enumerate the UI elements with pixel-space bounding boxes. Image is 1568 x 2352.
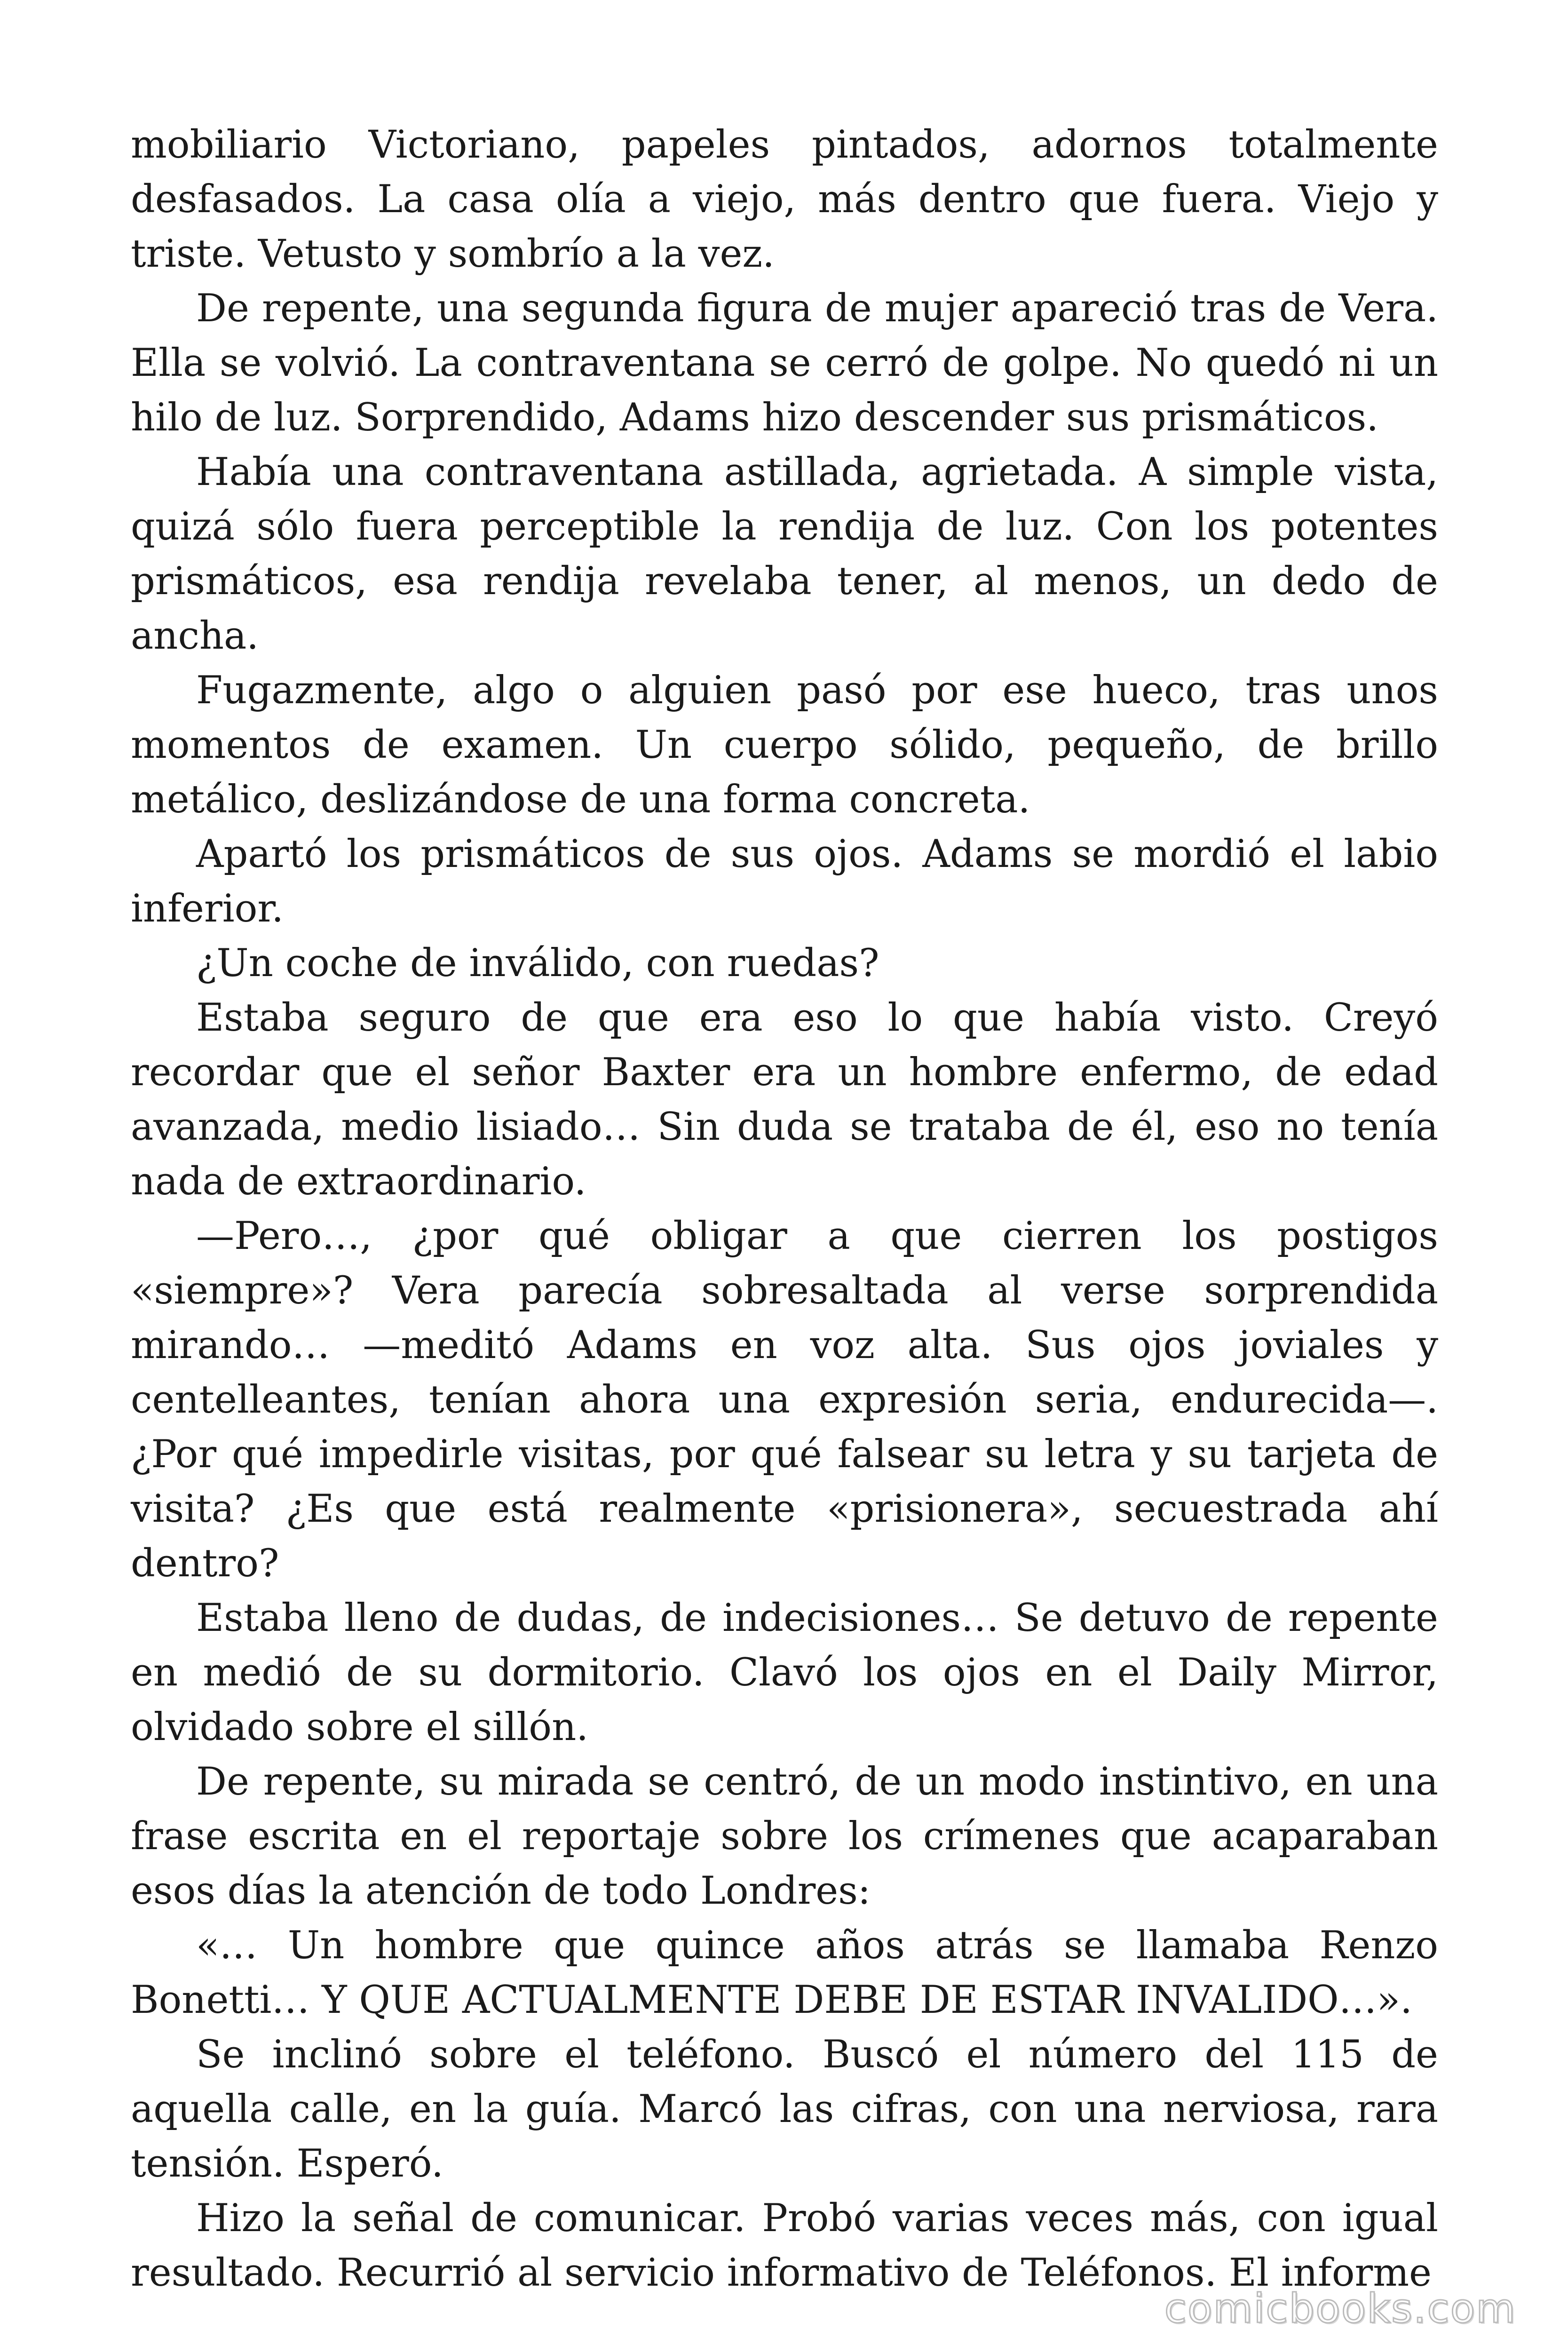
- paragraph: Estaba seguro de que era eso lo que había visto. Creyó recordar que el señor Baxter era un hombre enfermo, de edad avanzada, medio lisiado… Sin duda se trataba de él, eso no tenía nada de extraordinario.: [131, 996, 1438, 1204]
- paragraph: Hizo la señal de comunicar. Probó varias veces más, con igual resultado. Recurrió al servicio informativo de Teléfonos. El informe: [131, 2196, 1438, 2295]
- body-text: [131, 118, 1438, 2300]
- paragraph: Había una contraventana astillada, agrietada. A simple vista, quizá sólo fuera perceptible la rendija de luz. Con los potentes prismáticos, esa rendija revelaba tener, al menos, un dedo de ancha.: [131, 450, 1438, 658]
- paragraph: Fugazmente, algo o alguien pasó por ese hueco, tras unos momentos de examen. Un cuerpo sólido, pequeño, de brillo metálico, deslizándose de una forma concreta.: [131, 668, 1438, 822]
- paragraph: —Pero…, ¿por qué obligar a que cierren los postigos «siempre»? Vera parecía sobresaltada al verse sorprendida mirando… —meditó Adams en voz alta. Sus ojos joviales y centelleantes, tenían ahora una expresión seria, endurecida—. ¿Por qué impedirle visitas, por qué falsear su letra y su tarjeta de visita? ¿Es que está realmente «prisionera», secuestrada ahí dentro?: [131, 1214, 1438, 1586]
- paragraph-quote: «… Un hombre que quince años atrás se llamaba Renzo Bonetti… Y QUE ACTUALMENTE DEBE DE ESTAR INVALIDO…».: [131, 1923, 1438, 2022]
- paragraph-continued: mobiliario Victoriano, papeles pintados, adornos totalmente desfasados. La casa olía a viejo, más dentro que fuera. Viejo y triste. Vetusto y sombrío a la vez.: [131, 123, 1438, 276]
- paragraph: ¿Un coche de inválido, con ruedas?: [196, 941, 879, 985]
- paragraph: Se inclinó sobre el teléfono. Buscó el número del 115 de aquella calle, en la guía. Marcó las cifras, con una nerviosa, rara tensión. Esperó.: [131, 2033, 1438, 2186]
- paragraph: Estaba lleno de dudas, de indecisiones… Se detuvo de repente en medió de su dormitorio. Clavó los ojos en el Daily Mirror, olvidado sobre el sillón.: [131, 1596, 1438, 1749]
- paragraph: Apartó los prismáticos de sus ojos. Adams se mordió el labio inferior.: [131, 832, 1438, 931]
- paragraph: De repente, una segunda figura de mujer apareció tras de Vera. Ella se volvió. La contraventana se cerró de golpe. No quedó ni un hilo de luz. Sorprendido, Adams hizo descender sus prismáticos.: [131, 286, 1438, 440]
- watermark: comicbooks.com: [1164, 2285, 1516, 2332]
- paragraph: De repente, su mirada se centró, de un modo instintivo, en una frase escrita en el reportaje sobre los crímenes que acaparaban esos días la atención de todo Londres:: [131, 1760, 1438, 1913]
